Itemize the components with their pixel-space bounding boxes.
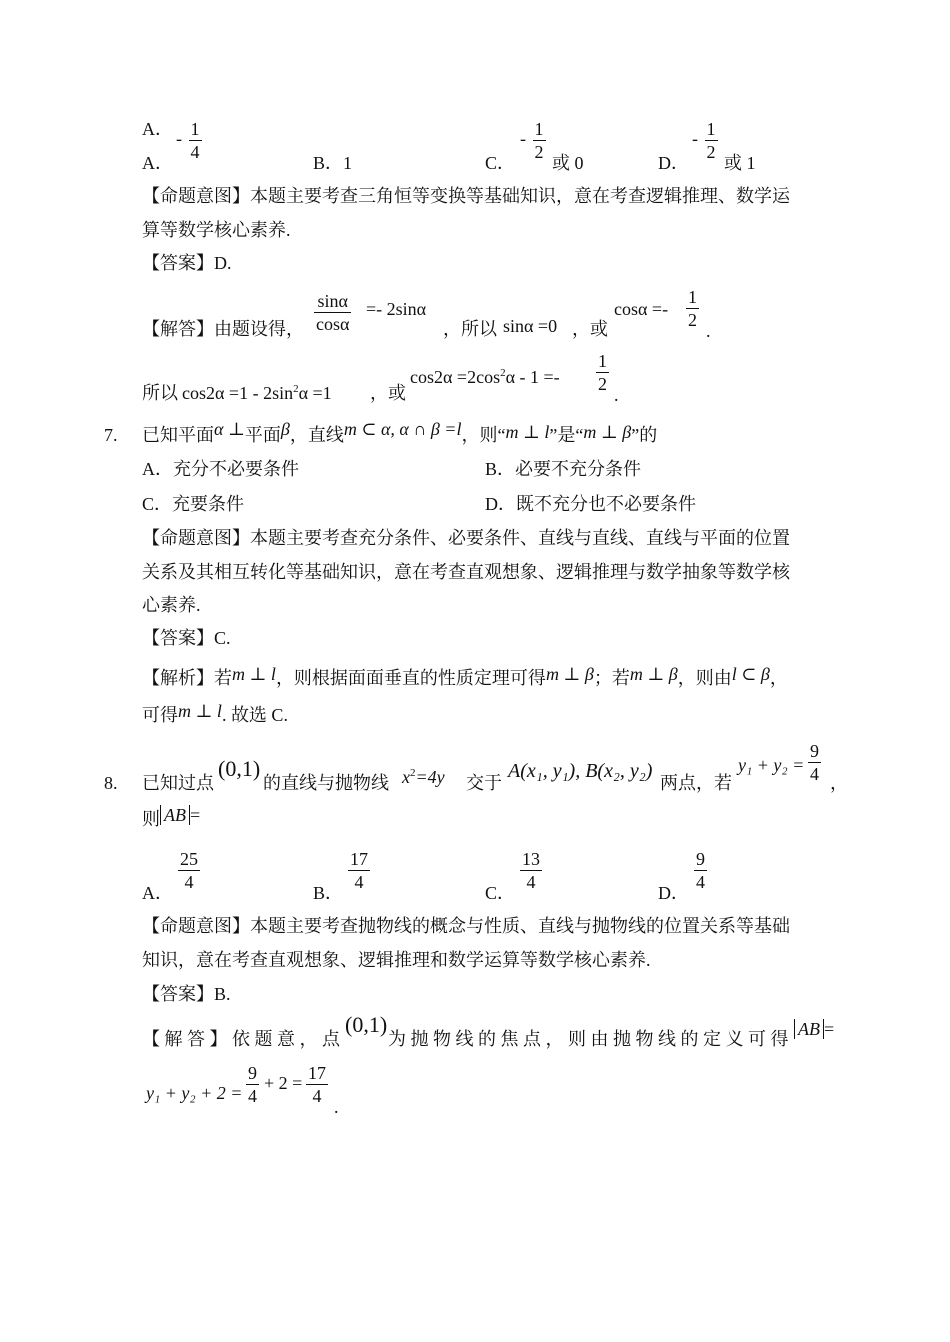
- q8-solution-a: 【 解 答 】 依 题 意 ， 点: [142, 1029, 340, 1049]
- q6-line2-fraction: $\frac{1}{2}$: [598, 351, 607, 394]
- q7-intent-line3: 心素养.: [142, 595, 201, 615]
- q8-solution-ab: AB =: [794, 1018, 834, 1040]
- q6-option-d-tail: 或 1: [724, 153, 756, 173]
- q6-option-d-fraction: $\frac{1}{2}$: [706, 119, 716, 162]
- q8-point: (0,1): [218, 756, 261, 781]
- q6-option-c-value: - $\frac{1}{2}$: [520, 119, 544, 162]
- q8-option-a-fraction: $\frac{25}{4}$: [180, 849, 198, 892]
- q7-number: 7.: [104, 425, 118, 445]
- q8-option-a-label: A．: [142, 883, 173, 903]
- q8-stem-a: 已知过点: [142, 773, 214, 793]
- q7-stem: 已知平面α ⊥平面β，直线m ⊂ α, α ∩ β =l，则“m ⊥ l”是“m ⊥ β”的: [142, 419, 658, 445]
- q8-solution-frac2: $\frac{17}{4}$: [308, 1063, 326, 1106]
- q8-number: 8.: [104, 773, 118, 793]
- q8-solution-frac1: $\frac{9}{4}$: [248, 1063, 257, 1106]
- q7-analysis-line2: 可得m ⊥ l. 故选 C.: [142, 701, 288, 725]
- q6-solution-mid2: ，或: [572, 319, 608, 339]
- q6-solution-end1: .: [706, 321, 711, 341]
- q8-stem-c: 交于: [466, 773, 502, 793]
- q6-option-a-value: - $\frac{1}{4}$: [176, 119, 200, 162]
- q8-abs-ab: AB: [160, 805, 190, 825]
- q8-intent-line2: 知识，意在考查直观想象、逻辑推理和数学运算等数学核心素养.: [142, 950, 651, 970]
- q6-solution-eq2: sinα =0: [503, 316, 558, 336]
- q6-option-c-tail: 或 0: [552, 153, 584, 173]
- q7-intent-line1: 【命题意图】本题主要考查充分条件、必要条件、直线与直线、直线与平面的位置: [142, 528, 790, 548]
- q8-solution-point: (0,1): [345, 1012, 388, 1037]
- q7-option-a: A．充分不必要条件: [142, 459, 299, 479]
- q6-option-c-label: C．: [485, 153, 516, 173]
- q8-option-d-label: D．: [658, 883, 689, 903]
- q8-option-c-fraction: $\frac{13}{4}$: [522, 849, 540, 892]
- q6-solution-eq3: cosα =-: [614, 299, 669, 319]
- q6-line2-mid: ，或: [370, 383, 406, 403]
- q6-line2-eq: $\cos 2\alpha =2\cos^2\alpha - 1$ =-: [410, 367, 560, 387]
- q6-solution-prefix: 【解答】由题设得，: [142, 319, 304, 339]
- q6-option-d-value: - $\frac{1}{2}$: [692, 119, 716, 162]
- q6-line2-prefix: 所以: [142, 383, 178, 403]
- q8-points-expr: A(x₁, y₁), B(x₂, y₂): [508, 760, 653, 782]
- q7-answer: 【答案】C.: [142, 628, 231, 648]
- q7-option-c: C．充要条件: [142, 494, 245, 514]
- q8-option-b-fraction: $\frac{17}{4}$: [350, 849, 368, 892]
- q6-option-a: A．: [142, 153, 173, 173]
- q7-analysis-line1: 【解析】若m ⊥ l，则根据面面垂直的性质定理可得m ⊥ β；若m ⊥ β，则由l ⊂ β，: [142, 664, 788, 688]
- q8-option-b-label: B．: [313, 883, 344, 903]
- q8-sum-fraction: $\frac{9}{4}$: [810, 741, 819, 784]
- q6-solution-fraction: $\frac{\sin\alpha}{\cos\alpha}$: [316, 291, 350, 334]
- q6-solution-eq1: =- 2sinα: [366, 299, 427, 319]
- q6-option-a-label: A．: [142, 119, 173, 139]
- q6-options-row: [142, 118, 173, 140]
- q6-intent-line2: 算等数学核心素养.: [142, 220, 291, 240]
- q6-line2-end: .: [614, 385, 619, 405]
- q7-option-b: B．必要不充分条件: [485, 459, 642, 479]
- q8-option-d-fraction: $\frac{9}{4}$: [696, 849, 705, 892]
- q8-intent-line1: 【命题意图】本题主要考查抛物线的概念与性质、直线与抛物线的位置关系等基础: [142, 916, 790, 936]
- q6-solution-eq3-fraction: $\frac{1}{2}$: [688, 287, 697, 330]
- q6-intent-line1: 【命题意图】本题主要考查三角恒等变换等基础知识，意在考查逻辑推理、数学运: [142, 186, 790, 206]
- q8-option-c-label: C．: [485, 883, 516, 903]
- q8-sum-expr: y₁ + y₂ =: [738, 755, 805, 775]
- q7-intent-line2: 关系及其相互转化等基础知识，意在考查直观想象、逻辑推理与数学抽象等数学核: [142, 562, 790, 582]
- q6-option-d-label: D．: [658, 153, 689, 173]
- q8-solution-line2: y₁ + y₂ + 2 =: [146, 1083, 243, 1103]
- q6-option-b: B．1: [313, 153, 353, 173]
- q8-answer: 【答案】B.: [142, 984, 231, 1004]
- q8-solution-b: 为 抛 物 线 的 焦 点 ， 则 由 抛 物 线 的 定 义 可 得: [388, 1029, 789, 1049]
- q8-solution-end: .: [334, 1097, 339, 1117]
- q7-option-d: D．既不充分也不必要条件: [485, 494, 696, 514]
- q8-parabola: $x^2=4y$: [402, 767, 445, 787]
- q6-option-a-fraction: $\frac{1}{4}$: [190, 119, 200, 162]
- q6-line2-expr: $\cos 2\alpha =1 - 2\sin^2\alpha =1$: [182, 383, 332, 403]
- q6-answer: 【答案】D.: [142, 253, 232, 273]
- q6-option-c-fraction: $\frac{1}{2}$: [534, 119, 544, 162]
- q8-then-line: 则 AB =: [142, 805, 201, 829]
- q8-stem-e: ，: [830, 773, 848, 793]
- q8-stem-b: 的直线与抛物线: [263, 773, 389, 793]
- q6-solution-mid1: ，所以: [443, 319, 497, 339]
- q8-stem-d: 两点，若: [660, 773, 732, 793]
- q8-solution-plus: + 2 =: [264, 1073, 303, 1093]
